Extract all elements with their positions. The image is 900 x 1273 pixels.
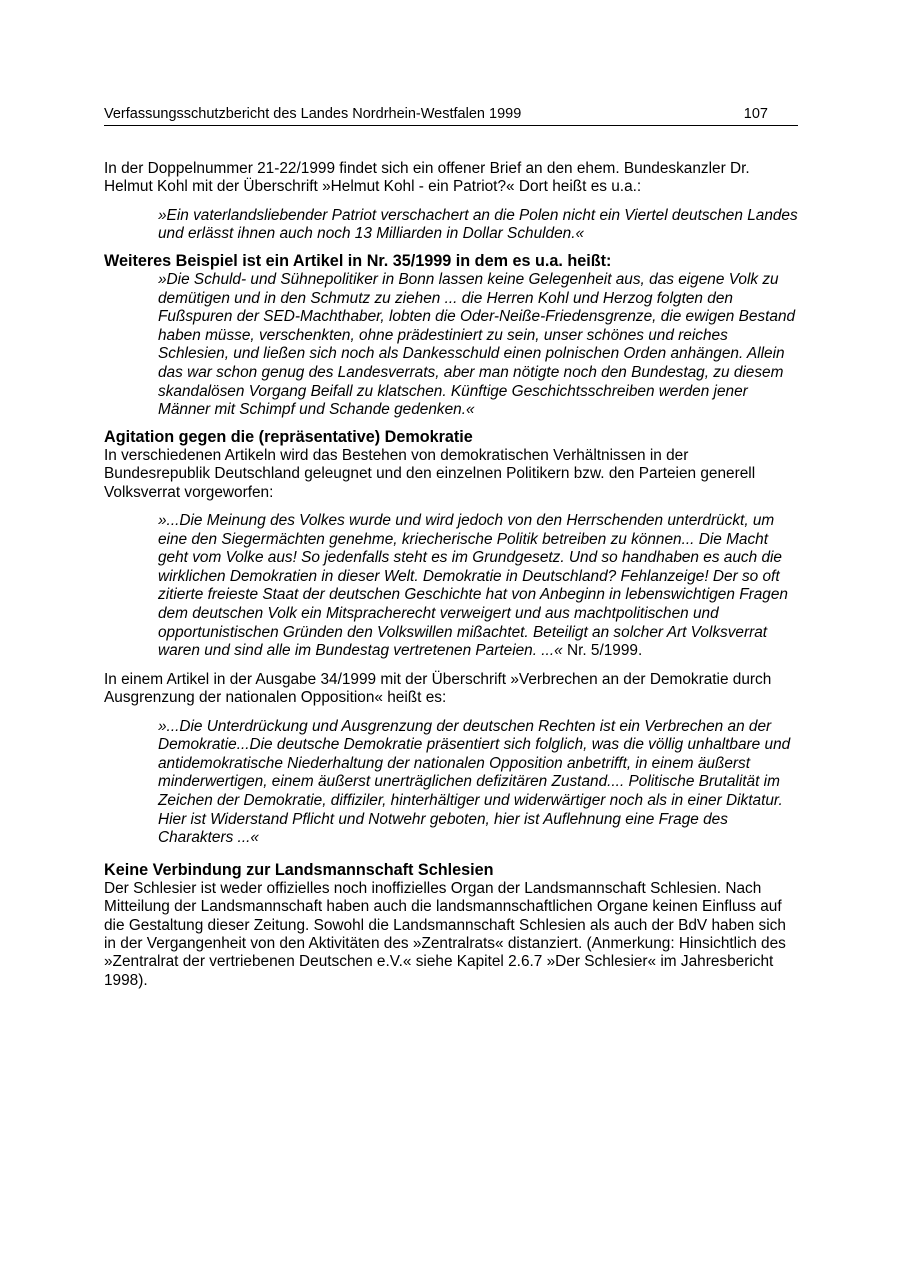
landsmannschaft-paragraph: Der Schlesier ist weder offizielles noch inoffizielles Organ der Landsmannschaft Schlesien. Nach Mitteilung der Landsmannschaft haben auch die landsmannschaftlichen Organe keinen Einfluss auf die Gestaltung dieser Zeitung. Sowohl die Landsmannschaft Schlesien als auch der BdV haben sich in der Vergangenheit von den Aktivitäten des »Zentralrats« distanziert. (Anmerkung: Hinsichtlich des »Zentralrat der vertriebenen Deutschen e.V.« siehe Kapitel 2.6.7 »Der Schlesier« im Jahresbericht 1998). — [104, 879, 786, 989]
page-number: 107 — [743, 106, 768, 122]
agitation-paragraph: In verschiedenen Artikeln wird das Bestehen von demokratischen Verhältnissen in der Bundesrepublik Deutschland geleugnet und den einzelnen Politikern bzw. den Parteien generell Volksverrat vorgeworfen: — [104, 446, 756, 501]
heading-agitation: Agitation gegen die (repräsentative) Demokratie — [104, 427, 473, 446]
header-title: Verfassungsschutzbericht des Landes Nordrhein-Westfalen 1999 — [104, 106, 522, 122]
agitation-quote-1 — [158, 512, 798, 661]
agitation-paragraph-2: In einem Artikel in der Ausgabe 34/1999 mit der Überschrift »Verbrechen an der Demokratie durch Ausgrenzung der nationalen Opposition« heißt es: — [104, 670, 772, 707]
heading-example-article: Weiteres Beispiel ist ein Artikel in Nr. 35/1999 in dem es u.a. heißt: — [104, 252, 612, 270]
agitation-quote-1-source: Nr. 5/1999. — [562, 642, 643, 660]
intro-paragraph: In der Doppelnummer 21-22/1999 findet sich ein offener Brief an den ehem. Bundeskanzler Dr. Helmut Kohl mit der Überschrift »Helmut Kohl - ein Patriot?« Dort heißt es u.a.: — [104, 160, 750, 196]
agitation-quote-2: »...Die Unterdrückung und Ausgrenzung der deutschen Rechten ist ein Verbrechen an der Demokratie...Die deutsche Demokratie präsentiert sich folglich, was die völlig unhaltbare und antidemokratische Niederhaltung der nationalen Opposition anbetrifft, in einem äußerst minderwertigen, einem äußerst unerträglichen defizitären Zustand.... Politische Brutalität im Zeichen der Demokratie, diffiziler, hinterhältiger und widerwärtiger noch als in einer Diktatur. Hier ist Widerstand Pflicht und Notwehr geboten, hier ist Auflehnung eine Frage des Charakters ...« — [158, 717, 791, 847]
page-header — [104, 104, 798, 126]
agitation-quote-1-text: »...Die Meinung des Volkes wurde und wird jedoch von den Herrschenden unterdrückt, um eine den Siegermächten genehme, kriecherische Politik betreiben zu können... Die Macht geht vom Volke aus! So jedenfalls steht es im Grundgesetz. Und so handhaben es auch die wirklichen Demokratien in dieser Welt. Demokratie in Deutschland? Fehlanzeige! Der so oft zitierte freieste Staat der deutschen Geschichte hat von Anbeginn in lebenswichtigen Fragen dem deutschen Volk ein Mitspracherecht verweigert und aus machtpolitischen und opportunistischen Gründen den Volkswillen mißachtet. Beteiligt an solcher Art Volksverrat waren und sind alle im Bundestag vertretenen Parteien. ...« — [158, 511, 788, 660]
page-content — [104, 160, 798, 990]
document-page — [104, 104, 798, 990]
example-quote: »Die Schuld- und Sühnepolitiker in Bonn lassen keine Gelegenheit aus, das eigene Volk zu demütigen und in den Schmutz zu ziehen ... die Herren Kohl und Herzog folgten den Fußspuren der SED-Machthaber, lobten die Oder-Neiße-Friedensgrenze, die ewigen Bestand haben müsse, verschenkten, ohne prädestiniert zu sein, unser schönes und reiches Schlesien, und ließen sich noch als Dankesschuld einen polnischen Orden anhängen. Allein das war schon genug des Landesverrats, aber man nötigte noch den Bundestag, zu diesem skandalösen Vorgang Beifall zu klatschen. Künftige Geschichtsschreiben werden jener Männer mit Schimpf und Schande gedenken.« — [158, 271, 796, 419]
intro-quote: »Ein vaterlandsliebender Patriot verschachert an die Polen nicht ein Viertel deutschen Landes und erlässt ihnen auch noch 13 Milliarden in Dollar Schulden.« — [158, 206, 798, 243]
heading-landsmannschaft: Keine Verbindung zur Landsmannschaft Schlesien — [104, 860, 494, 879]
